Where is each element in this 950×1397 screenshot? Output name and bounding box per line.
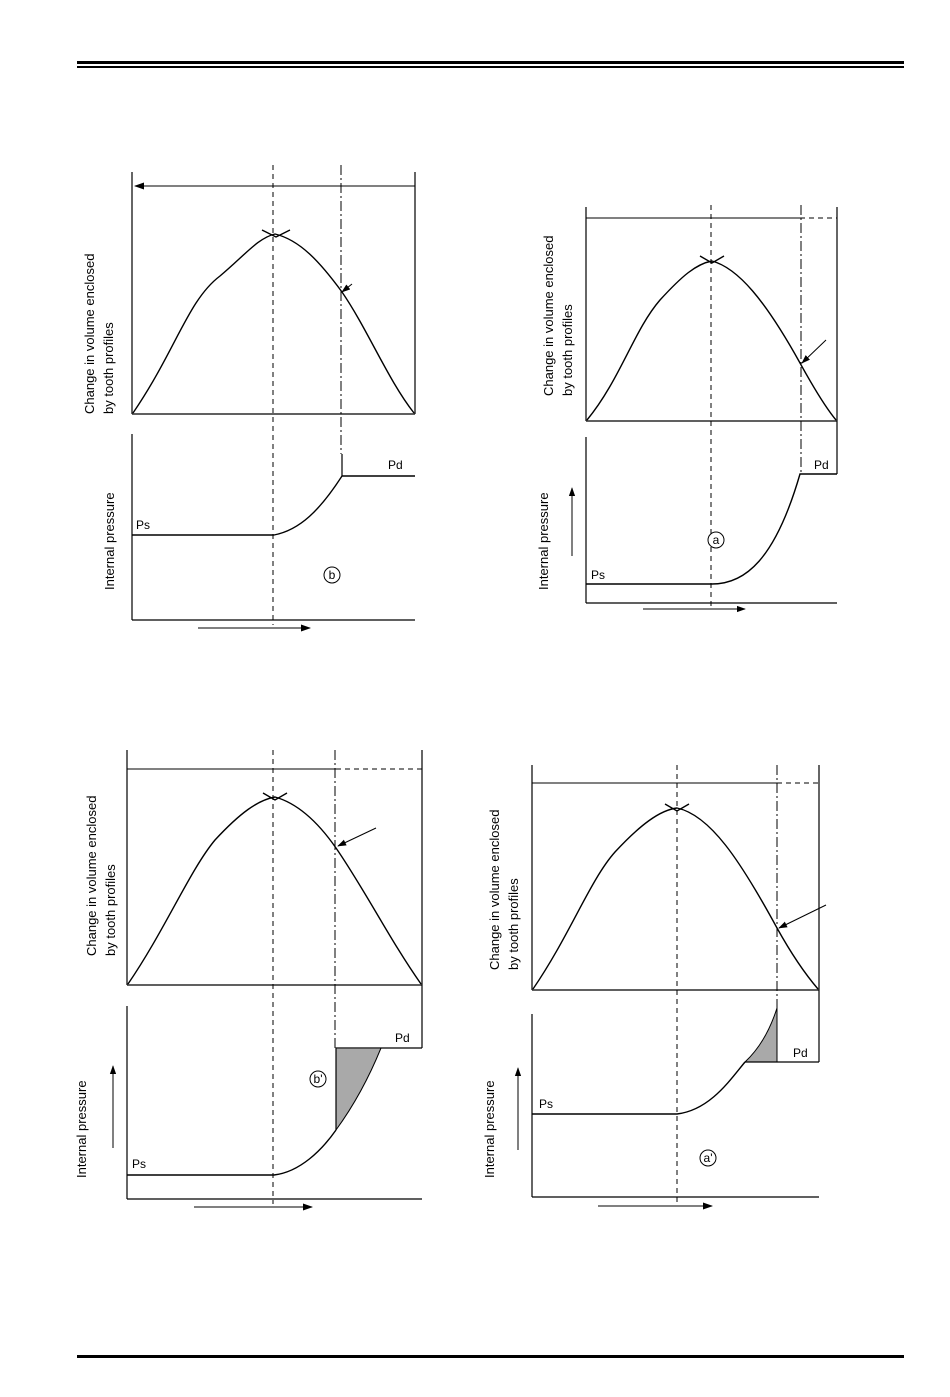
volume-label-line2: by tooth profiles [101, 322, 116, 414]
header-rule [77, 61, 904, 68]
volume-curve [133, 234, 414, 413]
marker-label: a [712, 533, 720, 547]
suction-pressure-label: Ps [539, 1097, 554, 1111]
discharge-pressure-label: Pd [793, 1046, 808, 1060]
volume-curve [128, 797, 421, 984]
port-open-pointer [338, 828, 376, 846]
pressure-label: Internal pressure [74, 1080, 89, 1178]
panel-b-prime [74, 750, 422, 1207]
peak-mark [700, 256, 724, 263]
suction-pressure-label: Ps [591, 568, 606, 582]
port-open-pointer [342, 284, 352, 292]
suction-pressure-label: Ps [136, 518, 151, 532]
pressure-label: Internal pressure [536, 492, 551, 590]
volume-label-line1: Change in volume enclosed [82, 253, 97, 414]
pressure-label: Internal pressure [482, 1080, 497, 1178]
discharge-pressure-label: Pd [388, 458, 403, 472]
volume-label-line1: Change in volume enclosed [84, 795, 99, 956]
undercompression-area [745, 1008, 777, 1062]
discharge-pressure-label: Pd [395, 1031, 410, 1045]
volume-label-line2: by tooth profiles [506, 878, 521, 970]
pressure-curve [127, 1130, 336, 1175]
panel-a-prime [482, 765, 826, 1206]
peak-mark [262, 230, 290, 237]
pressure-curve [532, 1062, 745, 1114]
volume-label-line1: Change in volume enclosed [541, 235, 556, 396]
volume-label-line2: by tooth profiles [560, 304, 575, 396]
overcompression-area [336, 1048, 381, 1130]
suction-pressure-label: Ps [132, 1157, 147, 1171]
port-open-pointer [802, 340, 826, 363]
discharge-pressure-label: Pd [814, 458, 829, 472]
panel-a [536, 205, 837, 609]
volume-label-line1: Change in volume enclosed [487, 809, 502, 970]
volume-label-line2: by tooth profiles [103, 864, 118, 956]
marker-label: b' [313, 1072, 323, 1086]
pressure-label: Internal pressure [102, 492, 117, 590]
panel-b [82, 165, 415, 628]
marker-label: b [328, 568, 336, 582]
volume-curve [533, 808, 818, 989]
marker-label: a' [703, 1151, 713, 1165]
footer-rule [77, 1355, 904, 1358]
